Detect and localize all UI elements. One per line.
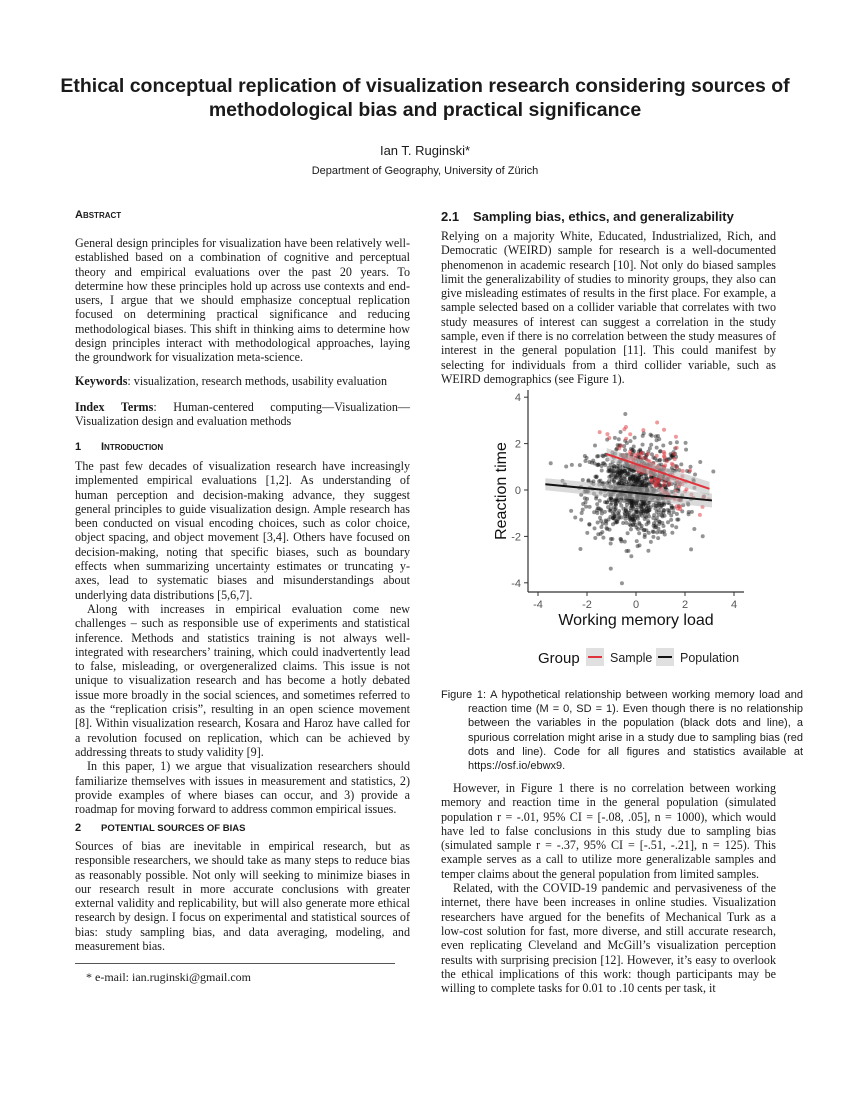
population-point <box>607 479 611 483</box>
population-point <box>599 507 603 511</box>
sample-point <box>598 430 602 434</box>
x-tick-label: 0 <box>632 599 640 611</box>
population-point <box>609 509 613 513</box>
paragraph: Relying on a majority White, Educated, Industrialized, Rich, and Democratic (WEIRD) sample for research is a well-documented phenomenon in academic research [10]. Not only do biased samples limit the generalizability of studies to minority groups, they also can give misleading estimates of results in the first place. For example, a sample selected based on a collider variable that correlates with two study measures of interest can suggest a correlation in the study sample, even if there is no correlation between the study measures of interest in the general population [11]. This could manifest by selecting for individuals from a third collider variable, such as WEIRD demographics (see Figure 1). <box>441 229 776 386</box>
population-point <box>583 454 587 458</box>
population-point <box>645 476 649 480</box>
sample-point <box>624 437 628 441</box>
population-point <box>586 478 590 482</box>
sample-point <box>628 432 632 436</box>
population-point <box>635 510 639 514</box>
legend-label-population: Population <box>680 651 740 665</box>
population-point <box>675 518 679 522</box>
population-point <box>650 434 654 438</box>
affiliation: Department of Geography, University of Zürich <box>311 165 539 177</box>
population-point <box>617 509 621 513</box>
population-point <box>668 441 672 445</box>
paragraph: Sources of bias are inevitable in empirical research, but as responsible researchers, we should take as many steps to reduce bias as reasonably possible. Not only will seeking to minimize biases in our research result in more accurate conclusions with greater external validity and replicability, but will also generate more ethical research by design. I focus on experimental and statistical sources of bias: study sampling bias, and data averaging, modeling, and measurement bias. <box>75 839 410 954</box>
population-point <box>661 444 665 448</box>
population-point <box>619 430 623 434</box>
population-point <box>640 524 644 528</box>
population-point <box>613 436 617 440</box>
population-point <box>609 567 613 571</box>
population-point <box>662 508 666 512</box>
y-tick-label: -2 <box>511 531 521 544</box>
population-point <box>637 531 641 535</box>
population-point <box>642 500 646 504</box>
population-point <box>581 502 585 506</box>
population-point <box>615 519 619 523</box>
population-point <box>588 505 592 509</box>
population-point <box>595 463 599 467</box>
sample-point <box>675 446 679 450</box>
sample-point <box>698 513 702 517</box>
population-point <box>625 549 629 553</box>
population-point <box>667 509 671 513</box>
population-point <box>632 518 636 522</box>
sample-point <box>643 456 647 460</box>
sample-point <box>678 505 682 509</box>
sample-point <box>662 454 666 458</box>
intro-body <box>75 459 410 816</box>
population-point <box>658 520 662 524</box>
sample-point <box>655 454 659 458</box>
population-point <box>651 516 655 520</box>
population-point <box>693 472 697 476</box>
sample-point <box>641 428 645 432</box>
sample-point <box>654 482 658 486</box>
population-point <box>641 443 645 447</box>
population-point <box>689 465 693 469</box>
population-point <box>642 528 646 532</box>
population-point <box>595 509 599 513</box>
sample-point <box>662 428 666 432</box>
population-point <box>639 507 643 511</box>
population-point <box>638 543 642 547</box>
paragraph: In this paper, 1) we argue that visualization researchers should familiarize themselves with issues in measurement and statistics, 2) provide examples of where biases can occur, and 3) provide a roadmap for moving forward to address common empirical issues. <box>75 759 410 817</box>
population-point <box>621 468 625 472</box>
population-point <box>692 527 696 531</box>
abstract-heading-text: Abstract <box>75 209 122 221</box>
abstract-text: General design principles for visualization have been relatively well-established based on a combination of cognitive and perceptual theory and empirical evaluations over the past 20 years. To determine how these principles hold up across use contexts and end-users, I argue that we should emphasize conceptual replication focused on determining practical significance and reducing methodological biases. This shift in thinking aims to determine how design principles interact with methodological approaches, laying the groundwork for visualization meta-science. <box>75 236 410 365</box>
population-point <box>669 456 673 460</box>
population-point <box>609 463 613 467</box>
population-point <box>615 466 619 470</box>
population-point <box>689 547 693 551</box>
population-point <box>660 530 664 534</box>
population-point <box>660 513 664 517</box>
population-point <box>618 537 622 541</box>
index-terms-label: Index Terms <box>75 400 154 414</box>
x-tick-label: 4 <box>730 599 738 611</box>
population-point <box>625 473 629 477</box>
population-point <box>580 511 584 515</box>
population-point <box>578 463 582 467</box>
sample-point <box>655 420 659 424</box>
population-point <box>595 454 599 458</box>
abstract-heading <box>75 209 410 221</box>
paragraph: The past few decades of visualization research have increasingly implemented empirical evaluations [1,2]. As understanding of human perception and decision-making advance, they suggest general principles to guide visualization design. Ample research has been conducted on visual encoding choices, such as color choice, object spacing, and object movement [3,4]. Others have focused on decision-making, noting that specific biases, such as boundary effects when summarizing uncertainty estimates or truncating y-axes, lead to systematic biases and misunderstandings about underlying data distributions [5,6,7]. <box>75 459 410 602</box>
section-number: 2 <box>75 822 82 834</box>
population-point <box>684 448 688 452</box>
population-point <box>655 438 659 442</box>
population-point <box>669 504 673 508</box>
population-point <box>610 537 614 541</box>
y-axis-label: Reaction time <box>493 442 510 540</box>
sample-point <box>646 452 650 456</box>
population-point <box>624 506 628 510</box>
figure-caption: Figure 1: A hypothetical relationship between working memory load and reaction time (M = 0, SD = 1). Even though there is no relationship between the variables in the population (black dots and line), a spurious correlation might arise in a study due to sampling bias (red dots and line). Code for all figures and statistics available at https://osf.io/ebwx9. <box>441 689 803 773</box>
population-point <box>617 437 621 441</box>
population-point <box>666 520 670 524</box>
y-tick-label: 2 <box>514 438 521 451</box>
population-point <box>609 498 613 502</box>
population-point <box>623 412 627 416</box>
population-point <box>628 439 632 443</box>
index-terms <box>75 400 410 429</box>
population-point <box>653 525 657 529</box>
sample-point <box>672 452 676 456</box>
x-tick-label: -2 <box>582 599 592 611</box>
population-point <box>669 513 673 517</box>
population-point <box>701 534 705 538</box>
population-point <box>593 526 597 530</box>
y-tick-label: 0 <box>514 485 521 497</box>
population-point <box>655 446 659 450</box>
population-point <box>596 520 600 524</box>
population-point <box>608 515 612 519</box>
population-point <box>633 436 637 440</box>
population-point <box>643 535 647 539</box>
paper-title: Ethical conceptual replication of visualization research considering sources of methodological bias and practical significance <box>60 75 790 121</box>
keywords-label: Keywords <box>75 374 128 388</box>
population-point <box>684 441 688 445</box>
population-point <box>669 518 673 522</box>
population-point <box>598 499 602 503</box>
section-heading-intro <box>75 441 410 453</box>
population-point <box>644 507 648 511</box>
population-point <box>596 532 600 536</box>
population-point <box>674 525 678 529</box>
footnote-email: * e-mail: ian.ruginski@gmail.com <box>86 970 252 984</box>
population-point <box>629 554 633 558</box>
population-point <box>593 536 597 540</box>
x-tick-label: 2 <box>681 599 689 611</box>
population-point <box>629 527 633 531</box>
population-point <box>605 500 609 504</box>
population-point <box>570 463 574 467</box>
population-point <box>651 535 655 539</box>
section-title: Sampling bias, ethics, and generalizability <box>473 209 734 224</box>
population-point <box>600 464 604 468</box>
population-point <box>609 503 613 507</box>
population-point <box>595 474 599 478</box>
section-title: Introduction <box>101 441 164 453</box>
population-point <box>608 468 612 472</box>
population-point <box>646 512 650 516</box>
population-point <box>670 524 674 528</box>
population-point <box>640 480 644 484</box>
population-point <box>595 502 599 506</box>
population-point <box>598 479 602 483</box>
population-point <box>656 536 660 540</box>
population-point <box>583 496 587 500</box>
sample-point <box>681 469 685 473</box>
population-point <box>649 505 653 509</box>
population-point <box>569 509 573 513</box>
population-point <box>657 508 661 512</box>
sampling-body <box>441 781 776 995</box>
population-point <box>655 530 659 534</box>
population-point <box>593 443 597 447</box>
population-point <box>615 499 619 503</box>
population-point <box>648 446 652 450</box>
population-point <box>675 512 679 516</box>
x-tick-label: -4 <box>533 599 543 611</box>
author: Ian T. Ruginski* <box>379 143 471 158</box>
population-point <box>670 531 674 535</box>
sample-point <box>605 432 609 436</box>
population-point <box>652 521 656 525</box>
paragraph: Along with increases in empirical evaluation come new challenges – such as responsible use of experiments and statistical inference. Methods and statistics training is not always well-integrated with researchers’ training, which could inadvertently lead to false, misleading, or overgeneralized claims. This issue is not unique to visualization research and has become a hotly debated issue more broadly in the social sciences, and sometimes referred to as the “replication crisis”, resulting in an open science movement [8]. Within visualization research, Kosara and Haroz have called for a revolution focused on replication, which can be achieved by addressing threats to study validity [9]. <box>75 601 410 759</box>
y-tick-label: 4 <box>514 392 521 405</box>
paragraph: However, in Figure 1 there is no correlation between working memory and reaction time in the general population (simulated population r = -.01, 95% CI = [-.08, .05], n = 1000), which would have led to false conclusions in this study due to sampling bias (simulated sample r = -.37, 95% CI = [-.51, -.21], n = 125). This example serves as a call to utilize more generalizable samples and temper claims about the general population from limited samples. <box>441 781 776 881</box>
sample-point <box>665 459 669 463</box>
sample-point <box>662 450 666 454</box>
sample-point <box>688 468 692 472</box>
population-point <box>679 462 683 466</box>
population-point <box>617 515 621 519</box>
population-point <box>601 522 605 526</box>
population-point <box>672 510 676 514</box>
sample-point <box>619 444 623 448</box>
population-point <box>578 547 582 551</box>
population-point <box>620 581 624 585</box>
keywords <box>75 374 410 388</box>
population-point <box>687 512 691 516</box>
population-point <box>651 530 655 534</box>
section-heading-bias <box>75 822 410 834</box>
population-point <box>564 465 568 469</box>
sample-point <box>640 451 644 455</box>
legend <box>538 648 739 667</box>
population-point <box>633 475 637 479</box>
x-axis-label: Working memory load <box>558 612 714 629</box>
population-point <box>711 470 715 474</box>
population-point <box>628 506 632 510</box>
sample-point <box>674 435 678 439</box>
population-point <box>629 499 633 503</box>
population-point <box>635 539 639 543</box>
population-point <box>639 512 643 516</box>
population-point <box>603 463 607 467</box>
population-point <box>609 542 613 546</box>
population-point <box>579 518 583 522</box>
footnote-divider <box>75 963 395 964</box>
population-point <box>635 525 639 529</box>
population-point <box>614 503 618 507</box>
population-point <box>604 526 608 530</box>
population-point <box>635 515 639 519</box>
population-point <box>649 443 653 447</box>
legend-label-sample: Sample <box>610 651 653 665</box>
population-point <box>549 461 553 465</box>
population-point <box>657 458 661 462</box>
population-point <box>611 471 615 475</box>
figure-1-scatterplot <box>480 385 760 675</box>
sample-point <box>636 452 640 456</box>
population-point <box>627 511 631 515</box>
population-point <box>573 515 577 519</box>
population-point <box>601 536 605 540</box>
sample-point <box>649 478 653 482</box>
population-point <box>619 478 623 482</box>
population-point <box>612 477 616 481</box>
sample-point <box>673 457 677 461</box>
sample-point <box>670 462 674 466</box>
population-point <box>604 522 608 526</box>
population-point <box>581 478 585 482</box>
population-point <box>607 475 611 479</box>
index-terms-text: : Human-centered computing—Visualization—Visualization design and evaluation methods <box>75 400 410 429</box>
population-point <box>646 549 650 553</box>
population-point <box>613 481 617 485</box>
population-point <box>613 508 617 512</box>
sample-point <box>622 427 626 431</box>
y-tick-label: -4 <box>511 577 521 590</box>
population-point <box>628 469 632 473</box>
population-point <box>634 501 638 505</box>
population-point <box>698 460 702 464</box>
legend-title: Group <box>538 650 580 667</box>
population-point <box>588 460 592 464</box>
population-point <box>621 521 625 525</box>
keywords-text: : visualization, research methods, usability evaluation <box>127 374 388 388</box>
population-point <box>626 531 630 535</box>
population-point <box>623 448 627 452</box>
section-number: 1 <box>75 441 82 453</box>
population-point <box>649 540 653 544</box>
paragraph: Related, with the COVID-19 pandemic and pervasiveness of the internet, there have been increases in online studies. Visualization researchers have argued for the benefits of Mechanical Turk as a low-cost solution for fast, more diverse, and still accurate research, even replicating Cleveland and McGill’s visualization perception results with surprising precision [12]. However, it’s easy to overlook the ethical implications of this work: though participants may be willing to complete tasks for 0.01 to .10 cents per task, it <box>441 881 776 996</box>
population-point <box>675 440 679 444</box>
population-point <box>600 469 604 473</box>
population-point <box>645 522 649 526</box>
population-point <box>625 503 629 507</box>
population-point <box>599 525 603 529</box>
sample-point <box>675 466 679 470</box>
section-title: POTENTIAL SOURCES OF BIAS <box>101 823 246 834</box>
population-point <box>587 522 591 526</box>
subsection-heading <box>441 209 776 224</box>
population-point <box>585 531 589 535</box>
sample-point <box>607 436 611 440</box>
sample-point <box>662 483 666 487</box>
section-number: 2.1 <box>441 209 460 224</box>
sample-point <box>675 504 679 508</box>
population-point <box>629 523 633 527</box>
population-point <box>603 510 607 514</box>
